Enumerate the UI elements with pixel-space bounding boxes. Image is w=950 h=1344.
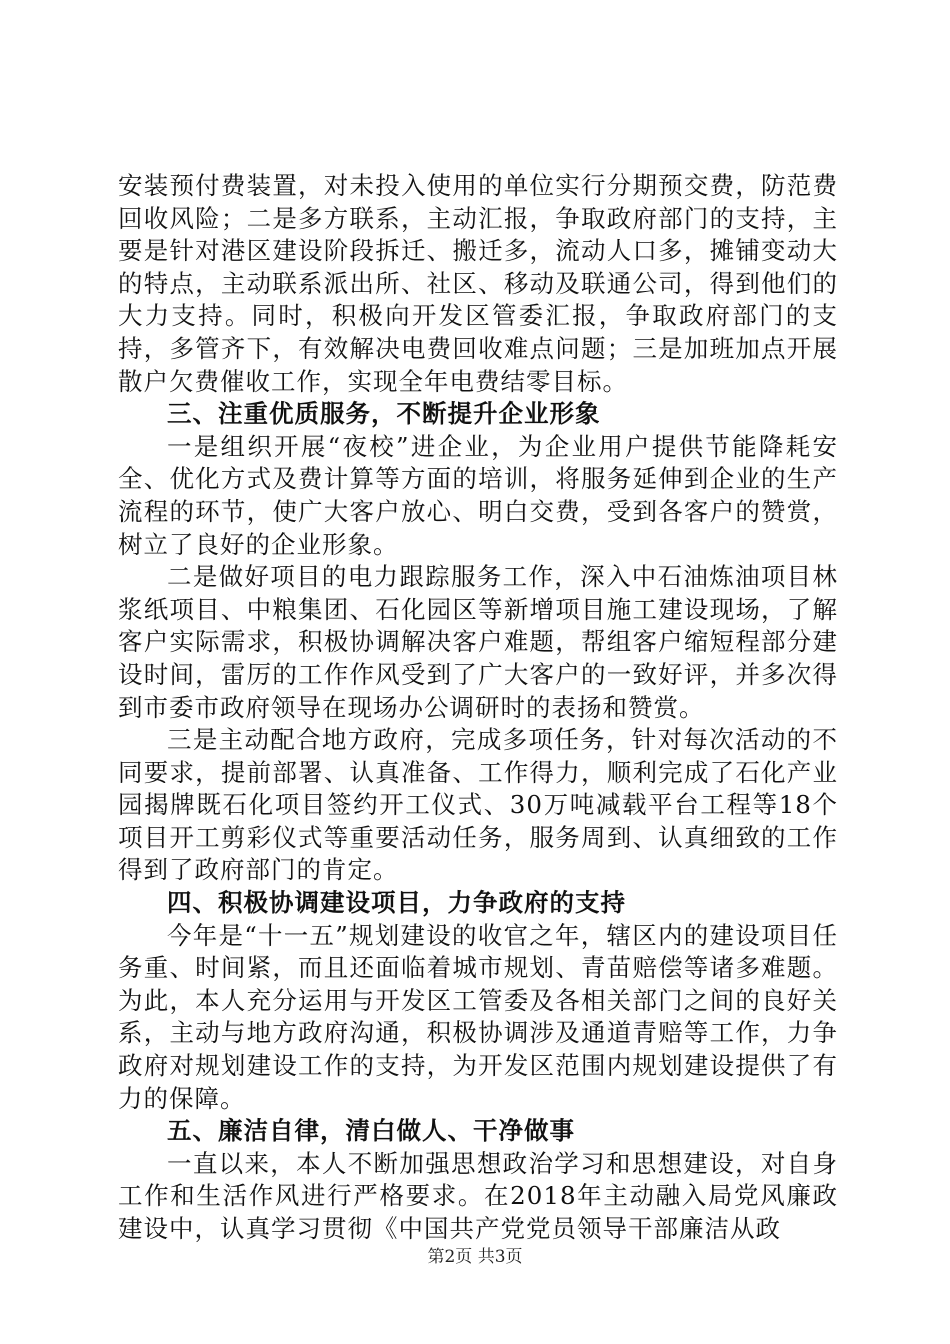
section-heading-3: 三、注重优质服务，不断提升企业形象 <box>167 399 601 429</box>
paragraph: 今年是“十一五”规划建设的收官之年，辖区内的建设项目任务重、时间紧，而且还面临着城市规划、青苗赔偿等诸多难题。为此，本人充分运用与开发区工管委及各相关部门之间的良好关系，主动与地方政府沟通，积极协调涉及通道青赔等工作，力争政府对规划建设工作的支持，为开发区范围内规划建设提供了有力的保障。 <box>118 920 838 1113</box>
paragraph-continuation: 安装预付费装置，对未投入使用的单位实行分期预交费，防范费回收风险；二是多方联系，主动汇报，争取政府部门的支持，主要是针对港区建设阶段拆迁、搬迁多，流动人口多，摊铺变动大的特点，主动联系派出所、社区、移动及联通公司，得到他们的大力支持。同时，积极向开发区管委汇报，争取政府部门的支持，多管齐下，有效解决电费回收难点问题；三是加班加点开展散户欠费催收工作，实现全年电费结零目标。 <box>118 171 838 396</box>
paragraph: 一直以来，本人不断加强思想政治学习和思想建设，对自身工作和生活作风进行严格要求。在2018年主动融入局党风廉政建设中，认真学习贯彻《中国共产党党员领导干部廉洁从政 <box>118 1148 838 1243</box>
paragraph: 三是主动配合地方政府，完成多项任务，针对每次活动的不同要求，提前部署、认真准备、工作得力，顺利完成了石化产业园揭牌既石化项目签约开工仪式、30万吨减载平台工程等18个项目开工剪彩仪式等重要活动任务，服务周到、认真细致的工作得到了政府部门的肯定。 <box>118 725 838 885</box>
section-heading-4: 四、积极协调建设项目，力争政府的支持 <box>167 888 626 918</box>
document-body <box>118 170 838 1246</box>
page-number-footer: 第2页 共3页 <box>427 1247 523 1267</box>
paragraph: 二是做好项目的电力跟踪服务工作，深入中石油炼油项目林浆纸项目、中粮集团、石化园区等新增项目施工建设现场，了解客户实际需求，积极协调解决客户难题，帮组客户缩短程部分建设时间，雷厉的工作作风受到了广大客户的一致好评，并多次得到市委市政府领导在现场办公调研时的表扬和赞赏。 <box>118 562 838 722</box>
section-heading-5: 五、廉洁自律，清白做人、干净做事 <box>167 1116 575 1146</box>
paragraph: 一是组织开展“夜校”进企业，为企业用户提供节能降耗安全、优化方式及费计算等方面的培训，将服务延伸到企业的生产流程的环节，使广大客户放心、明白交费，受到各客户的赞赏，树立了良好的企业形象。 <box>118 431 838 559</box>
